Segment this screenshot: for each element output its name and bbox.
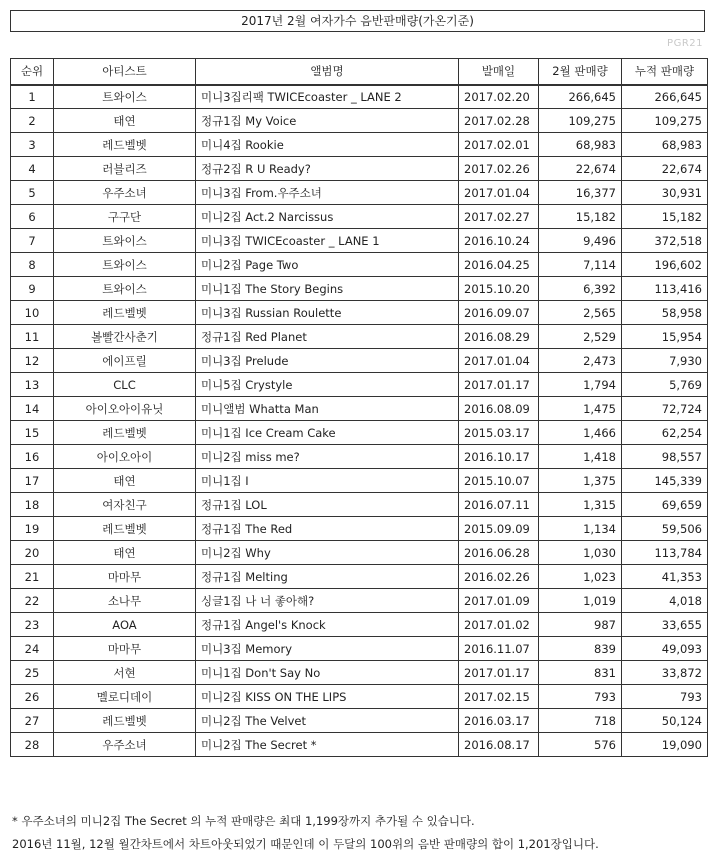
cell-release-date: 2017.01.09 (459, 589, 539, 613)
cell-release-date: 2017.02.28 (459, 109, 539, 133)
cell-release-date: 2017.02.27 (459, 205, 539, 229)
cell-monthly-sales: 831 (539, 661, 622, 685)
table-row (11, 373, 708, 397)
cell-artist: 소나무 (54, 589, 196, 613)
cell-release-date: 2017.01.17 (459, 373, 539, 397)
cell-rank: 10 (11, 301, 54, 325)
cell-album: 미니1집 The Story Begins (196, 277, 459, 301)
cell-rank: 16 (11, 445, 54, 469)
cell-release-date: 2016.08.17 (459, 733, 539, 757)
header-album: 앨범명 (196, 59, 459, 85)
cell-album: 미니3집리팩 TWICEcoaster _ LANE 2 (196, 85, 459, 109)
cell-album: 정규2집 R U Ready? (196, 157, 459, 181)
cell-album: 미니2집 miss me? (196, 445, 459, 469)
cell-total-sales: 372,518 (622, 229, 708, 253)
page-title: 2017년 2월 여자가수 음반판매량(가온기준) (10, 10, 705, 32)
header-artist: 아티스트 (54, 59, 196, 85)
cell-rank: 17 (11, 469, 54, 493)
cell-album: 정규1집 LOL (196, 493, 459, 517)
cell-artist: 태연 (54, 541, 196, 565)
cell-total-sales: 5,769 (622, 373, 708, 397)
cell-monthly-sales: 987 (539, 613, 622, 637)
cell-total-sales: 113,784 (622, 541, 708, 565)
table-row (11, 349, 708, 373)
cell-album: 미니3집 Memory (196, 637, 459, 661)
cell-monthly-sales: 1,019 (539, 589, 622, 613)
cell-rank: 24 (11, 637, 54, 661)
cell-album: 미니1집 Don't Say No (196, 661, 459, 685)
cell-release-date: 2016.10.17 (459, 445, 539, 469)
table-row (11, 205, 708, 229)
cell-monthly-sales: 2,473 (539, 349, 622, 373)
cell-total-sales: 68,983 (622, 133, 708, 157)
cell-rank: 26 (11, 685, 54, 709)
cell-artist: 멜로디데이 (54, 685, 196, 709)
cell-rank: 2 (11, 109, 54, 133)
cell-monthly-sales: 109,275 (539, 109, 622, 133)
cell-release-date: 2016.03.17 (459, 709, 539, 733)
cell-total-sales: 41,353 (622, 565, 708, 589)
table-row (11, 85, 708, 109)
table-row (11, 661, 708, 685)
cell-total-sales: 72,724 (622, 397, 708, 421)
cell-rank: 4 (11, 157, 54, 181)
cell-monthly-sales: 7,114 (539, 253, 622, 277)
cell-release-date: 2017.02.15 (459, 685, 539, 709)
cell-rank: 20 (11, 541, 54, 565)
cell-artist: AOA (54, 613, 196, 637)
cell-total-sales: 58,958 (622, 301, 708, 325)
cell-release-date: 2016.10.24 (459, 229, 539, 253)
cell-rank: 14 (11, 397, 54, 421)
cell-artist: 레드벨벳 (54, 517, 196, 541)
cell-rank: 9 (11, 277, 54, 301)
table-row (11, 541, 708, 565)
cell-release-date: 2016.07.11 (459, 493, 539, 517)
cell-artist: 레드벨벳 (54, 133, 196, 157)
cell-rank: 8 (11, 253, 54, 277)
table-row (11, 229, 708, 253)
cell-album: 정규1집 Angel's Knock (196, 613, 459, 637)
table-row (11, 445, 708, 469)
cell-album: 정규1집 Melting (196, 565, 459, 589)
cell-release-date: 2015.03.17 (459, 421, 539, 445)
cell-total-sales: 19,090 (622, 733, 708, 757)
cell-artist: 트와이스 (54, 229, 196, 253)
cell-rank: 27 (11, 709, 54, 733)
cell-release-date: 2017.01.04 (459, 349, 539, 373)
table-row (11, 109, 708, 133)
cell-monthly-sales: 1,315 (539, 493, 622, 517)
cell-total-sales: 22,674 (622, 157, 708, 181)
cell-rank: 23 (11, 613, 54, 637)
table-row (11, 733, 708, 757)
cell-monthly-sales: 839 (539, 637, 622, 661)
cell-artist: 러블리즈 (54, 157, 196, 181)
cell-total-sales: 50,124 (622, 709, 708, 733)
table-row (11, 325, 708, 349)
cell-release-date: 2016.02.26 (459, 565, 539, 589)
cell-monthly-sales: 1,418 (539, 445, 622, 469)
table-header-row (11, 59, 708, 85)
cell-monthly-sales: 266,645 (539, 85, 622, 109)
table-row (11, 613, 708, 637)
header-total-sales: 누적 판매량 (622, 59, 708, 85)
cell-artist: CLC (54, 373, 196, 397)
cell-rank: 21 (11, 565, 54, 589)
watermark: PGR21 (667, 38, 703, 49)
footnote-explanation: 2016년 11월, 12월 월간차트에서 차트아웃되었기 때문인데 이 두달의 100위의 음반 판매량의 합이 1,201장입니다. (12, 837, 599, 851)
cell-rank: 13 (11, 373, 54, 397)
cell-artist: 레드벨벳 (54, 301, 196, 325)
cell-album: 싱글1집 나 너 좋아해? (196, 589, 459, 613)
cell-artist: 트와이스 (54, 253, 196, 277)
cell-monthly-sales: 1,375 (539, 469, 622, 493)
cell-rank: 1 (11, 85, 54, 109)
table-row (11, 253, 708, 277)
cell-total-sales: 30,931 (622, 181, 708, 205)
cell-release-date: 2016.08.29 (459, 325, 539, 349)
cell-monthly-sales: 1,134 (539, 517, 622, 541)
header-monthly-sales: 2월 판매량 (539, 59, 622, 85)
cell-album: 미니앨범 Whatta Man (196, 397, 459, 421)
cell-total-sales: 109,275 (622, 109, 708, 133)
cell-rank: 5 (11, 181, 54, 205)
cell-release-date: 2017.02.01 (459, 133, 539, 157)
cell-rank: 28 (11, 733, 54, 757)
cell-rank: 15 (11, 421, 54, 445)
cell-album: 정규1집 Red Planet (196, 325, 459, 349)
cell-release-date: 2015.10.07 (459, 469, 539, 493)
table-row (11, 157, 708, 181)
cell-total-sales: 15,954 (622, 325, 708, 349)
cell-release-date: 2017.02.26 (459, 157, 539, 181)
cell-monthly-sales: 1,466 (539, 421, 622, 445)
cell-album: 미니2집 Page Two (196, 253, 459, 277)
cell-total-sales: 145,339 (622, 469, 708, 493)
cell-monthly-sales: 6,392 (539, 277, 622, 301)
cell-album: 정규1집 The Red (196, 517, 459, 541)
cell-artist: 태연 (54, 109, 196, 133)
cell-album: 미니3집 From.우주소녀 (196, 181, 459, 205)
cell-monthly-sales: 718 (539, 709, 622, 733)
header-rank: 순위 (11, 59, 54, 85)
cell-artist: 볼빨간사춘기 (54, 325, 196, 349)
cell-release-date: 2017.01.02 (459, 613, 539, 637)
cell-release-date: 2017.02.20 (459, 85, 539, 109)
header-release-date: 발매일 (459, 59, 539, 85)
cell-rank: 11 (11, 325, 54, 349)
cell-monthly-sales: 1,475 (539, 397, 622, 421)
cell-rank: 12 (11, 349, 54, 373)
cell-total-sales: 7,930 (622, 349, 708, 373)
cell-album: 미니4집 Rookie (196, 133, 459, 157)
cell-release-date: 2016.04.25 (459, 253, 539, 277)
footnote-asterisk: * 우주소녀의 미니2집 The Secret 의 누적 판매량은 최대 1,199장까지 추가될 수 있습니다. (12, 814, 475, 828)
cell-total-sales: 196,602 (622, 253, 708, 277)
table-row (11, 301, 708, 325)
cell-monthly-sales: 576 (539, 733, 622, 757)
table-row (11, 277, 708, 301)
cell-total-sales: 4,018 (622, 589, 708, 613)
cell-artist: 트와이스 (54, 85, 196, 109)
cell-total-sales: 59,506 (622, 517, 708, 541)
cell-release-date: 2016.08.09 (459, 397, 539, 421)
cell-artist: 아이오아이 (54, 445, 196, 469)
cell-album: 정규1집 My Voice (196, 109, 459, 133)
cell-release-date: 2016.11.07 (459, 637, 539, 661)
sales-table (10, 58, 708, 757)
cell-monthly-sales: 68,983 (539, 133, 622, 157)
table-row (11, 181, 708, 205)
cell-release-date: 2017.01.17 (459, 661, 539, 685)
table-row (11, 637, 708, 661)
table-row (11, 565, 708, 589)
cell-monthly-sales: 1,023 (539, 565, 622, 589)
cell-total-sales: 113,416 (622, 277, 708, 301)
cell-album: 미니2집 The Secret * (196, 733, 459, 757)
cell-artist: 태연 (54, 469, 196, 493)
cell-rank: 25 (11, 661, 54, 685)
cell-monthly-sales: 22,674 (539, 157, 622, 181)
table-row (11, 469, 708, 493)
cell-album: 미니3집 Russian Roulette (196, 301, 459, 325)
cell-release-date: 2015.10.20 (459, 277, 539, 301)
cell-release-date: 2015.09.09 (459, 517, 539, 541)
cell-artist: 구구단 (54, 205, 196, 229)
cell-monthly-sales: 2,529 (539, 325, 622, 349)
cell-artist: 서현 (54, 661, 196, 685)
cell-monthly-sales: 15,182 (539, 205, 622, 229)
table-row (11, 133, 708, 157)
cell-monthly-sales: 9,496 (539, 229, 622, 253)
cell-rank: 3 (11, 133, 54, 157)
cell-release-date: 2016.06.28 (459, 541, 539, 565)
cell-artist: 여자친구 (54, 493, 196, 517)
cell-artist: 레드벨벳 (54, 709, 196, 733)
cell-monthly-sales: 1,030 (539, 541, 622, 565)
cell-monthly-sales: 2,565 (539, 301, 622, 325)
cell-album: 미니1집 Ice Cream Cake (196, 421, 459, 445)
cell-artist: 아이오아이유닛 (54, 397, 196, 421)
cell-rank: 7 (11, 229, 54, 253)
cell-total-sales: 69,659 (622, 493, 708, 517)
table-row (11, 421, 708, 445)
cell-album: 미니2집 Act.2 Narcissus (196, 205, 459, 229)
table-row (11, 685, 708, 709)
cell-artist: 우주소녀 (54, 181, 196, 205)
cell-rank: 22 (11, 589, 54, 613)
table-row (11, 589, 708, 613)
cell-artist: 에이프릴 (54, 349, 196, 373)
cell-total-sales: 33,872 (622, 661, 708, 685)
cell-album: 미니3집 Prelude (196, 349, 459, 373)
table-row (11, 709, 708, 733)
cell-album: 미니2집 The Velvet (196, 709, 459, 733)
cell-artist: 우주소녀 (54, 733, 196, 757)
cell-rank: 6 (11, 205, 54, 229)
cell-album: 미니2집 KISS ON THE LIPS (196, 685, 459, 709)
cell-album: 미니1집 I (196, 469, 459, 493)
table-row (11, 493, 708, 517)
cell-monthly-sales: 16,377 (539, 181, 622, 205)
table-row (11, 517, 708, 541)
cell-rank: 19 (11, 517, 54, 541)
cell-total-sales: 98,557 (622, 445, 708, 469)
cell-release-date: 2016.09.07 (459, 301, 539, 325)
cell-artist: 레드벨벳 (54, 421, 196, 445)
cell-album: 미니2집 Why (196, 541, 459, 565)
cell-total-sales: 49,093 (622, 637, 708, 661)
cell-rank: 18 (11, 493, 54, 517)
table-row (11, 397, 708, 421)
cell-monthly-sales: 1,794 (539, 373, 622, 397)
cell-artist: 트와이스 (54, 277, 196, 301)
cell-album: 미니5집 Crystyle (196, 373, 459, 397)
cell-total-sales: 62,254 (622, 421, 708, 445)
footnotes (12, 810, 599, 856)
cell-album: 미니3집 TWICEcoaster _ LANE 1 (196, 229, 459, 253)
cell-monthly-sales: 793 (539, 685, 622, 709)
cell-artist: 마마무 (54, 637, 196, 661)
cell-artist: 마마무 (54, 565, 196, 589)
cell-total-sales: 15,182 (622, 205, 708, 229)
cell-total-sales: 793 (622, 685, 708, 709)
cell-release-date: 2017.01.04 (459, 181, 539, 205)
cell-total-sales: 266,645 (622, 85, 708, 109)
cell-total-sales: 33,655 (622, 613, 708, 637)
